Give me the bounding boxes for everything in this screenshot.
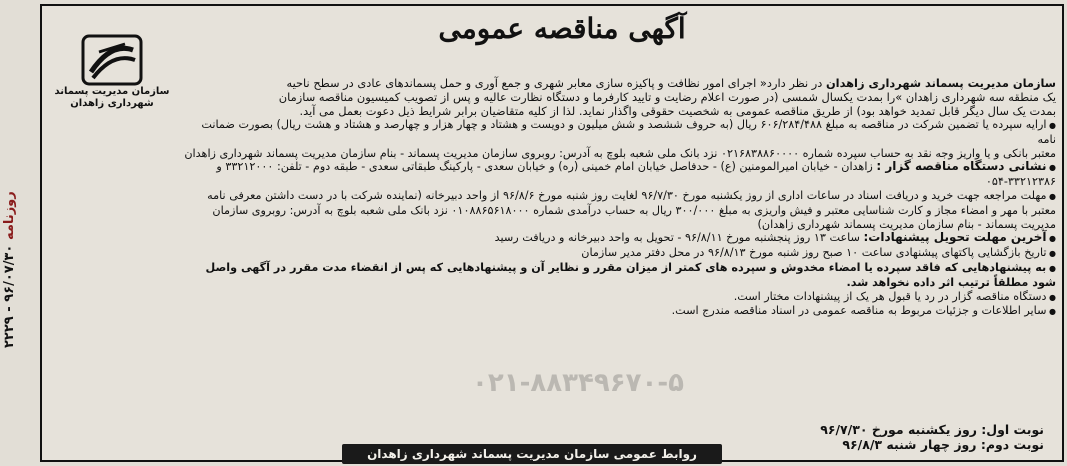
intro-text-1: در نظر دارد« اجرای امور نظافت و پاکیزه سازی معابر شهری و جمع آوری و حمل پسماندهای عادی در سطح ناحیه (286, 76, 826, 90)
intro-text-2: یک منطقه سه شهرداری زاهدان »را بمدت یکسال شمسی (در صورت اعلام رضایت و تایید کارفرما و دستگاه نظارت عالیه و پس از تصویب کمیسیون مناقصه سازمان (278, 90, 1056, 104)
ad-title: آگهی مناقصه عمومی (438, 12, 686, 45)
item-other-info: ● سایر اطلاعات و جزئیات مربوط به مناقصه عمومی در اسناد مناقصه مندرج است. (182, 304, 1056, 319)
item-deadline (182, 231, 1056, 246)
item-purchase-1: ● مهلت مراجعه جهت خرید و دریافت اسناد در ساعات اداری از روز یکشنبه مورخ ۹۶/۷/۳۰ لغایت روز شنبه مورخ ۹۶/۸/۶ از واحد دبیرخانه (نماینده شرکت با در دست داشتن معرفی نامه (182, 189, 1056, 204)
side-date: ۹۶/۰۷/۳۰ - ۲۲۲۹ (2, 244, 17, 349)
item-address-phone: ۰۵۴-۳۳۲۱۲۳۸۶ (985, 175, 1056, 189)
item-purchase-2: معتبر با مهر و امضاء مجاز و کارت شناسایی معتبر و فیش واریزی به مبلغ ۳۰۰/۰۰۰ ریال به حساب درآمدی شماره ۰۱۰۸۸۶۵۶۱۸۰۰۰ نزد بانک ملی شعبه بلوچ به آدرس: روبروی سازمان (212, 203, 1056, 217)
item-deadline-label: آخرین مهلت تحویل پیشنهادات: (863, 230, 1047, 245)
item-opening: ● تاریخ بازگشایی پاکتهای پیشنهادی ساعت ۱۰ صبح روز شنبه مورخ ۹۶/۸/۱۳ در محل دفتر مدیر سازمان (182, 246, 1056, 261)
logo-line-2: شهرداری زاهدان (70, 98, 154, 109)
waste-org-logo-icon (81, 34, 143, 86)
logo-line-1: سازمان مدیریت پسماند (54, 86, 170, 97)
phone-watermark: ۰۲۱-۸۸۳۴۹۶۷۰-۵ (472, 368, 685, 398)
ad-body (182, 76, 1056, 319)
footer-public-relations: روابط عمومی سازمان مدیریت پسماند شهرداری زاهدان (342, 444, 722, 464)
intro-org: سازمان مدیریت پسماند شهرداری زاهدان (825, 76, 1056, 90)
item-address-text: زاهدان - خیابان امیرالمومنین (ع) - حدفاصل خیابان امام خمینی (ره) و خیابان سعدی - پارکینگ طبقاتی سعدی - طبقه دوم - تلفن: ۳۳۲۱۲۰۰۰ و (216, 160, 877, 174)
item-deadline-text: ساعت ۱۳ روز پنجشنبه مورخ ۹۶/۸/۱۱ - تحویل به واحد دبیرخانه و دریافت رسید (494, 231, 864, 245)
ad-frame (40, 4, 1064, 462)
item-address (182, 160, 1056, 175)
publication-dates (820, 422, 1044, 452)
item-deposit-2: معتبر بانکی و یا واریز وجه نقد به حساب سپرده شماره ۰۲۱۶۸۳۸۸۶۰۰۰۰ نزد بانک ملی شعبه بلوچ به آدرس: روبروی سازمان مدیریت پسماند - بنام سازمان مدیریت پسماند شهرداری زاهدان (184, 146, 1056, 160)
side-date-strip (2, 90, 36, 450)
org-logo (52, 34, 172, 124)
date-first: نوبت اول: روز یکشنبه مورخ ۹۶/۷/۳۰ (820, 422, 1044, 437)
item-address-label: نشانی دستگاه مناقصه گزار : (876, 159, 1047, 174)
item-rejection: ● به پیشنهادهایی که فاقد سپرده یا امضاء مخدوش و سپرده های کمتر از میزان مقرر و نظایر آن و پیشنهادهایی که پس از انقضاء مدت مقرر در آگهی واصل شود مطلقاً ترتیب اثر داده نخواهد شد. (182, 261, 1056, 290)
date-second: نوبت دوم: روز چهار شنبه ۹۶/۸/۳ (842, 437, 1044, 452)
intro-paragraph (182, 76, 1056, 90)
item-purchase-3: مدیریت پسماند - بنام سازمان مدیریت پسماند شهرداری زاهدان) (757, 217, 1056, 231)
intro-text-3: بمدت یک سال دیگر قابل تمدید خواهد بود) از طریق مناقصه عمومی به شخصیت حقوقی واگذار نماید. لذا از کلیه متقاضیان برابر شرایط ذیل دعوت بعمل می آید. (299, 104, 1056, 118)
side-brand: روزنامه (2, 191, 17, 241)
item-discretion: ● دستگاه مناقصه گزار در رد یا قبول هر یک از پیشنهادات مختار است. (182, 290, 1056, 305)
item-deposit-1: ● ارایه سپرده یا تضمین شرکت در مناقصه به مبلغ ۶۰۶/۲۸۴/۴۸۸ ریال (به حروف ششصد و شش میلیون و دویست و هشتاد و چهار هزار و چهارصد و هشتاد و هشت ریال) بصورت ضمانت نامه (182, 118, 1056, 147)
